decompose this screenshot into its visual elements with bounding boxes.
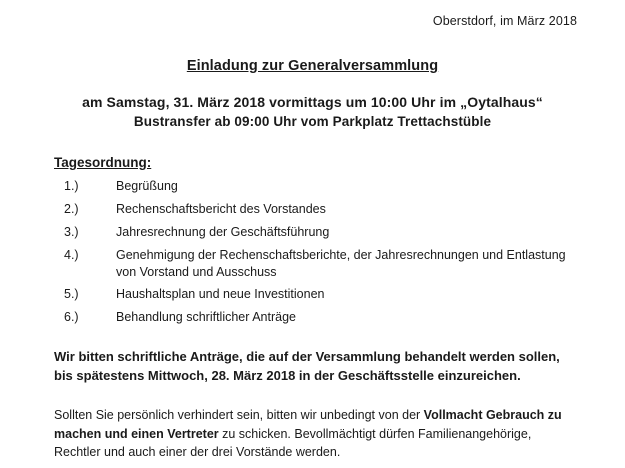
agenda-item-text: Haushaltsplan und neue Investitionen — [116, 287, 325, 302]
agenda-item-number: 3.) — [64, 224, 79, 239]
bus-transfer-info: Bustransfer ab 09:00 Uhr vom Parkplatz Trettachstüble — [133, 114, 492, 129]
agenda-item-text: Jahresrechnung der Geschäftsführung — [116, 224, 330, 239]
agenda-item — [54, 178, 591, 195]
proxy-paragraph — [54, 406, 577, 462]
agenda-item-number: 5.) — [64, 287, 79, 302]
agenda-item-number: 4.) — [64, 247, 79, 262]
meeting-datetime: am Samstag, 31. März 2018 vormittags um 10:00 Uhr im „Oytalhaus“ — [82, 94, 543, 110]
dateline: Oberstdorf, im März 2018 — [432, 14, 577, 28]
meeting-details — [34, 94, 591, 129]
agenda-item-text: Rechenschaftsbericht des Vorstandes — [116, 201, 326, 216]
page-title: Einladung zur Generalversammlung — [186, 58, 439, 74]
proxy-paragraph-emphasis: Vollmacht Gebrauch zu machen und einen Vertreter — [54, 407, 562, 441]
proxy-paragraph-part-1: Sollten Sie persönlich verhindert sein, bitten wir unbedingt von der — [54, 407, 424, 422]
agenda-item-number: 6.) — [64, 310, 79, 325]
agenda-item — [54, 309, 591, 326]
agenda-item-text: Behandlung schriftlicher Anträge — [116, 310, 296, 325]
proxy-paragraph-part-2: zu schicken. Bevollmächtigt dürfen Familienangehörige, Rechtler und auch einer der drei Vorstände werden. — [54, 426, 532, 460]
agenda-item-text: Genehmigung der Rechenschaftsberichte, der Jahresrechnungen und Entlastung von Vorstand und Ausschuss — [116, 247, 566, 279]
agenda-list — [54, 178, 591, 326]
agenda-item — [54, 247, 591, 281]
motions-deadline-paragraph: Wir bitten schriftliche Anträge, die auf der Versammlung behandelt werden sollen, bis spätestens Mittwoch, 28. März 2018 in der Geschäftsstelle einzureichen. — [54, 349, 560, 383]
agenda-item — [54, 286, 591, 303]
agenda-item — [54, 224, 591, 241]
agenda-item-text: Begrüßung — [116, 179, 178, 193]
agenda-item-number: 1.) — [64, 179, 79, 193]
agenda-item-number: 2.) — [64, 201, 79, 216]
agenda-item — [54, 201, 591, 218]
agenda-heading: Tagesordnung: — [54, 155, 152, 170]
